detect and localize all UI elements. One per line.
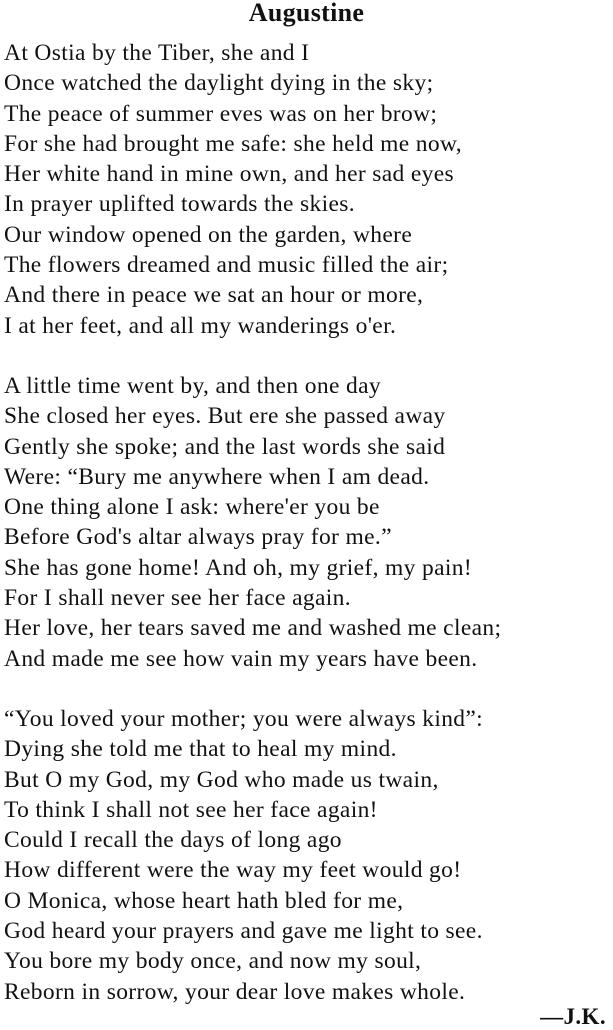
poem-line: For I shall never see her face again. — [4, 585, 352, 612]
poem-line: Once watched the daylight dying in the sky; — [4, 70, 434, 97]
poem-title: Augustine — [248, 0, 365, 27]
poem-line: She closed her eyes. But ere she passed away — [4, 403, 446, 430]
poem-line: You bore my body once, and now my soul, — [4, 948, 422, 975]
poem-line: Were: “Bury me anywhere when I am dead. — [4, 463, 430, 490]
poem-line: Reborn in sorrow, your dear love makes whole. — [4, 978, 466, 1005]
poem-line: Before God's altar always pray for me.” — [4, 524, 392, 551]
poem-line: The flowers dreamed and music filled the air; — [4, 252, 449, 279]
stanza-1 — [4, 38, 613, 341]
poem-line: And made me see how vain my years have been. — [4, 645, 478, 672]
poem-line: She has gone home! And oh, my grief, my pain! — [4, 554, 473, 581]
poem-line: The peace of summer eves was on her brow; — [4, 100, 438, 127]
poem-line: I at her feet, and all my wanderings o'er. — [4, 312, 397, 339]
poem-line: Our window opened on the garden, where — [4, 221, 413, 248]
poem-line: Her white hand in mine own, and her sad eyes — [4, 161, 455, 188]
poem-line: To think I shall not see her face again! — [4, 796, 378, 823]
stanza-3 — [4, 704, 613, 1007]
poem-line: A little time went by, and then one day — [4, 373, 381, 399]
poem-line: Dying she told me that to heal my mind. — [4, 736, 397, 763]
poem-line: In prayer uplifted towards the skies. — [4, 191, 355, 218]
poem-line: And there in peace we sat an hour or more, — [4, 282, 424, 309]
poem-line: “You loved your mother; you were always kind”: — [4, 706, 484, 732]
poem-line: How different were the way my feet would go! — [4, 857, 462, 884]
poem-line: O Monica, whose heart hath bled for me, — [4, 887, 404, 914]
stanza-2 — [4, 371, 613, 674]
poem-line: Her love, her tears saved me and washed me clean; — [4, 615, 502, 642]
poem-line: But O my God, my God who made us twain, — [4, 766, 439, 793]
poem-line: For she had brought me safe: she held me now, — [4, 130, 463, 157]
poem-line: At Ostia by the Tiber, she and I — [4, 40, 310, 66]
poem-line: One thing alone I ask: where'er you be — [4, 494, 380, 521]
poem-line: Gently she spoke; and the last words she said — [4, 433, 446, 460]
author-signature: —J.K. — [540, 1004, 606, 1029]
poem-line: Could I recall the days of long ago — [4, 827, 342, 854]
poem-line: God heard your prayers and gave me light to see. — [4, 918, 483, 945]
